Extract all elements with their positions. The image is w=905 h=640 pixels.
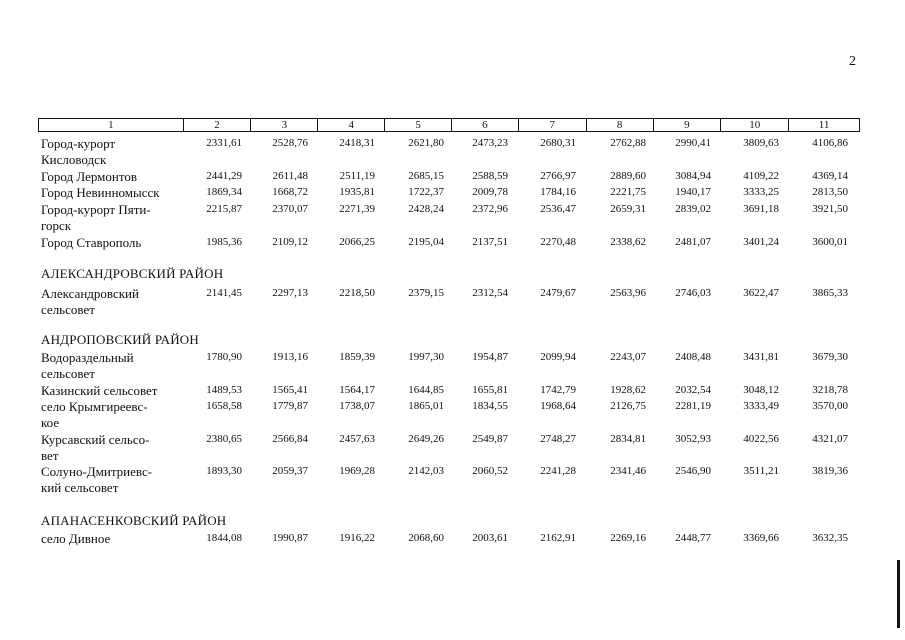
row-label <box>41 235 141 251</box>
row-label <box>41 383 157 399</box>
cell-col-7: 1784,16 <box>540 186 576 198</box>
cell-col-6: 2372,96 <box>472 203 508 215</box>
cell-col-2: 1985,36 <box>206 236 242 248</box>
cell-col-10: 3431,81 <box>743 351 779 363</box>
cell-col-11: 3819,36 <box>812 465 848 477</box>
cell-col-2: 1844,08 <box>206 532 242 544</box>
cell-col-2: 1780,90 <box>206 351 242 363</box>
row-label-line: Город Невинномысск <box>41 185 160 200</box>
cell-col-6: 1954,87 <box>472 351 508 363</box>
cell-col-4: 1859,39 <box>339 351 375 363</box>
row-label <box>41 399 148 431</box>
cell-col-2: 1658,58 <box>206 400 242 412</box>
cell-col-9: 2281,19 <box>675 400 711 412</box>
page-number: 2 <box>849 54 856 69</box>
cell-col-6: 2312,54 <box>472 287 508 299</box>
cell-col-8: 2762,88 <box>610 137 646 149</box>
cell-col-11: 3865,33 <box>812 287 848 299</box>
cell-col-9: 1940,17 <box>675 186 711 198</box>
cell-col-9: 2481,07 <box>675 236 711 248</box>
cell-col-3: 1668,72 <box>272 186 308 198</box>
cell-col-5: 1865,01 <box>408 400 444 412</box>
cell-col-3: 2370,07 <box>272 203 308 215</box>
cell-col-9: 2546,90 <box>675 465 711 477</box>
row-label <box>41 432 149 464</box>
header-cell-col-5: 5 <box>385 119 452 131</box>
row-label <box>41 185 160 201</box>
row-label-line: Водораздельный <box>41 350 134 365</box>
cell-col-4: 1969,28 <box>339 465 375 477</box>
row-label-line: село Крымгиреевс- <box>41 399 148 414</box>
row-label-line: кое <box>41 415 60 430</box>
cell-col-7: 2479,67 <box>540 287 576 299</box>
cell-col-8: 2338,62 <box>610 236 646 248</box>
cell-col-11: 3570,00 <box>812 400 848 412</box>
cell-col-6: 2588,59 <box>472 170 508 182</box>
cell-col-10: 3622,47 <box>743 287 779 299</box>
cell-col-2: 2141,45 <box>206 287 242 299</box>
cell-col-5: 2068,60 <box>408 532 444 544</box>
cell-col-5: 1722,37 <box>408 186 444 198</box>
cell-col-4: 2271,39 <box>339 203 375 215</box>
cell-col-8: 2889,60 <box>610 170 646 182</box>
row-label-line: Казинский сельсовет <box>41 383 158 398</box>
cell-col-10: 3691,18 <box>743 203 779 215</box>
row-label-line: Город-курорт Пяти- <box>41 202 151 217</box>
header-cell-col-11: 11 <box>818 119 830 131</box>
row-label <box>41 350 134 382</box>
cell-col-8: 1928,62 <box>610 384 646 396</box>
cell-col-10: 3369,66 <box>743 532 779 544</box>
cell-col-4: 1935,81 <box>339 186 375 198</box>
row-label-line: Город Ставрополь <box>41 235 142 250</box>
cell-col-4: 2418,31 <box>339 137 375 149</box>
section-heading: АПАНАСЕНКОВСКИЙ РАЙОН <box>41 513 227 528</box>
cell-col-8: 2243,07 <box>610 351 646 363</box>
cell-col-9: 2448,77 <box>675 532 711 544</box>
cell-col-6: 1834,55 <box>472 400 508 412</box>
cell-col-5: 2195,04 <box>408 236 444 248</box>
row-label <box>41 464 152 496</box>
cell-col-2: 1489,53 <box>206 384 242 396</box>
cell-col-4: 1738,07 <box>339 400 375 412</box>
cell-col-10: 3809,63 <box>743 137 779 149</box>
header-cell-col-4: 4 <box>318 119 385 131</box>
cell-col-11: 3679,30 <box>812 351 848 363</box>
cell-col-10: 3333,49 <box>743 400 779 412</box>
cell-col-3: 2109,12 <box>272 236 308 248</box>
cell-col-7: 1968,64 <box>540 400 576 412</box>
cell-col-5: 1997,30 <box>408 351 444 363</box>
cell-col-11: 4106,86 <box>812 137 848 149</box>
row-label <box>41 169 137 185</box>
row-label-line: горск <box>41 218 72 233</box>
cell-col-2: 2441,29 <box>206 170 242 182</box>
cell-col-2: 1869,34 <box>206 186 242 198</box>
cell-col-5: 1644,85 <box>408 384 444 396</box>
cell-col-7: 2536,47 <box>540 203 576 215</box>
cell-col-6: 2473,23 <box>472 137 508 149</box>
cell-col-3: 1990,87 <box>272 532 308 544</box>
cell-col-5: 2685,15 <box>408 170 444 182</box>
cell-col-11: 3600,01 <box>812 236 848 248</box>
cell-col-11: 3921,50 <box>812 203 848 215</box>
cell-col-11: 2813,50 <box>812 186 848 198</box>
cell-col-8: 2126,75 <box>610 400 646 412</box>
cell-col-4: 2066,25 <box>339 236 375 248</box>
header-cell-col-10: 10 <box>721 119 789 131</box>
cell-col-2: 1893,30 <box>206 465 242 477</box>
cell-col-3: 1779,87 <box>272 400 308 412</box>
header-cell-col-1: 1 <box>39 119 184 131</box>
cell-col-9: 2408,48 <box>675 351 711 363</box>
cell-col-8: 2834,81 <box>610 433 646 445</box>
section-heading: АНДРОПОВСКИЙ РАЙОН <box>41 332 199 347</box>
cell-col-6: 2549,87 <box>472 433 508 445</box>
header-cell-col-8: 8 <box>587 119 654 131</box>
cell-col-7: 2099,94 <box>540 351 576 363</box>
cell-col-8: 2563,96 <box>610 287 646 299</box>
row-label-line: сельсовет <box>41 366 95 381</box>
cell-col-7: 2241,28 <box>540 465 576 477</box>
section-heading: АЛЕКСАНДРОВСКИЙ РАЙОН <box>41 266 224 281</box>
cell-col-3: 2297,13 <box>272 287 308 299</box>
cell-col-10: 3333,25 <box>743 186 779 198</box>
cell-col-5: 2649,26 <box>408 433 444 445</box>
row-label-line: Курсавский сельсо- <box>41 432 150 447</box>
header-cell-col-6: 6 <box>452 119 519 131</box>
cell-col-10: 3511,21 <box>743 465 779 477</box>
header-cell-col-3: 3 <box>251 119 318 131</box>
row-label-line: Город Лермонтов <box>41 169 137 184</box>
cell-col-5: 2428,24 <box>408 203 444 215</box>
cell-col-7: 2748,27 <box>540 433 576 445</box>
cell-col-10: 4109,22 <box>743 170 779 182</box>
cell-col-4: 1916,22 <box>339 532 375 544</box>
row-label <box>41 136 115 168</box>
cell-col-5: 2142,03 <box>408 465 444 477</box>
cell-col-11: 3218,78 <box>812 384 848 396</box>
cell-col-6: 2009,78 <box>472 186 508 198</box>
row-label-line: сельсовет <box>41 302 95 317</box>
cell-col-3: 1913,16 <box>272 351 308 363</box>
cell-col-9: 3084,94 <box>675 170 711 182</box>
row-label <box>41 286 139 318</box>
cell-col-10: 3048,12 <box>743 384 779 396</box>
cell-col-10: 4022,56 <box>743 433 779 445</box>
cell-col-2: 2215,87 <box>206 203 242 215</box>
cell-col-3: 2566,84 <box>272 433 308 445</box>
cell-col-7: 2162,91 <box>540 532 576 544</box>
cell-col-11: 4369,14 <box>812 170 848 182</box>
cell-col-11: 3632,35 <box>812 532 848 544</box>
row-label-line: Солуно-Дмитриевс- <box>41 464 153 479</box>
cell-col-3: 2059,37 <box>272 465 308 477</box>
row-label-line: Александровский <box>41 286 139 301</box>
cell-col-11: 4321,07 <box>812 433 848 445</box>
cell-col-9: 3052,93 <box>675 433 711 445</box>
cell-col-6: 1655,81 <box>472 384 508 396</box>
cell-col-7: 2766,97 <box>540 170 576 182</box>
header-cell-col-7: 7 <box>519 119 587 131</box>
cell-col-8: 2341,46 <box>610 465 646 477</box>
row-label-line: село Дивное <box>41 531 111 546</box>
cell-col-4: 2511,19 <box>339 170 375 182</box>
cell-col-3: 2611,48 <box>272 170 308 182</box>
cell-col-6: 2137,51 <box>472 236 508 248</box>
cell-col-3: 2528,76 <box>272 137 308 149</box>
header-cell-col-2: 2 <box>184 119 252 131</box>
row-label <box>41 202 151 234</box>
cell-col-10: 3401,24 <box>743 236 779 248</box>
row-label <box>41 531 110 547</box>
cell-col-4: 1564,17 <box>339 384 375 396</box>
cell-col-2: 2331,61 <box>206 137 242 149</box>
cell-col-4: 2457,63 <box>339 433 375 445</box>
cell-col-5: 2621,80 <box>408 137 444 149</box>
cell-col-8: 2659,31 <box>610 203 646 215</box>
scan-edge-mark <box>897 560 900 628</box>
header-cell-col-9: 9 <box>654 119 722 131</box>
cell-col-6: 2003,61 <box>472 532 508 544</box>
cell-col-9: 2746,03 <box>675 287 711 299</box>
cell-col-4: 2218,50 <box>339 287 375 299</box>
row-label-line: кий сельсовет <box>41 480 119 495</box>
cell-col-2: 2380,65 <box>206 433 242 445</box>
table-header-row <box>38 118 860 132</box>
cell-col-8: 2221,75 <box>610 186 646 198</box>
cell-col-9: 2839,02 <box>675 203 711 215</box>
row-label-line: Кисловодск <box>41 152 107 167</box>
cell-col-5: 2379,15 <box>408 287 444 299</box>
cell-col-3: 1565,41 <box>272 384 308 396</box>
cell-col-8: 2269,16 <box>610 532 646 544</box>
cell-col-9: 2990,41 <box>675 137 711 149</box>
row-label-line: Город-курорт <box>41 136 116 151</box>
cell-col-9: 2032,54 <box>675 384 711 396</box>
cell-col-7: 2270,48 <box>540 236 576 248</box>
cell-col-6: 2060,52 <box>472 465 508 477</box>
cell-col-7: 2680,31 <box>540 137 576 149</box>
row-label-line: вет <box>41 448 59 463</box>
cell-col-7: 1742,79 <box>540 384 576 396</box>
